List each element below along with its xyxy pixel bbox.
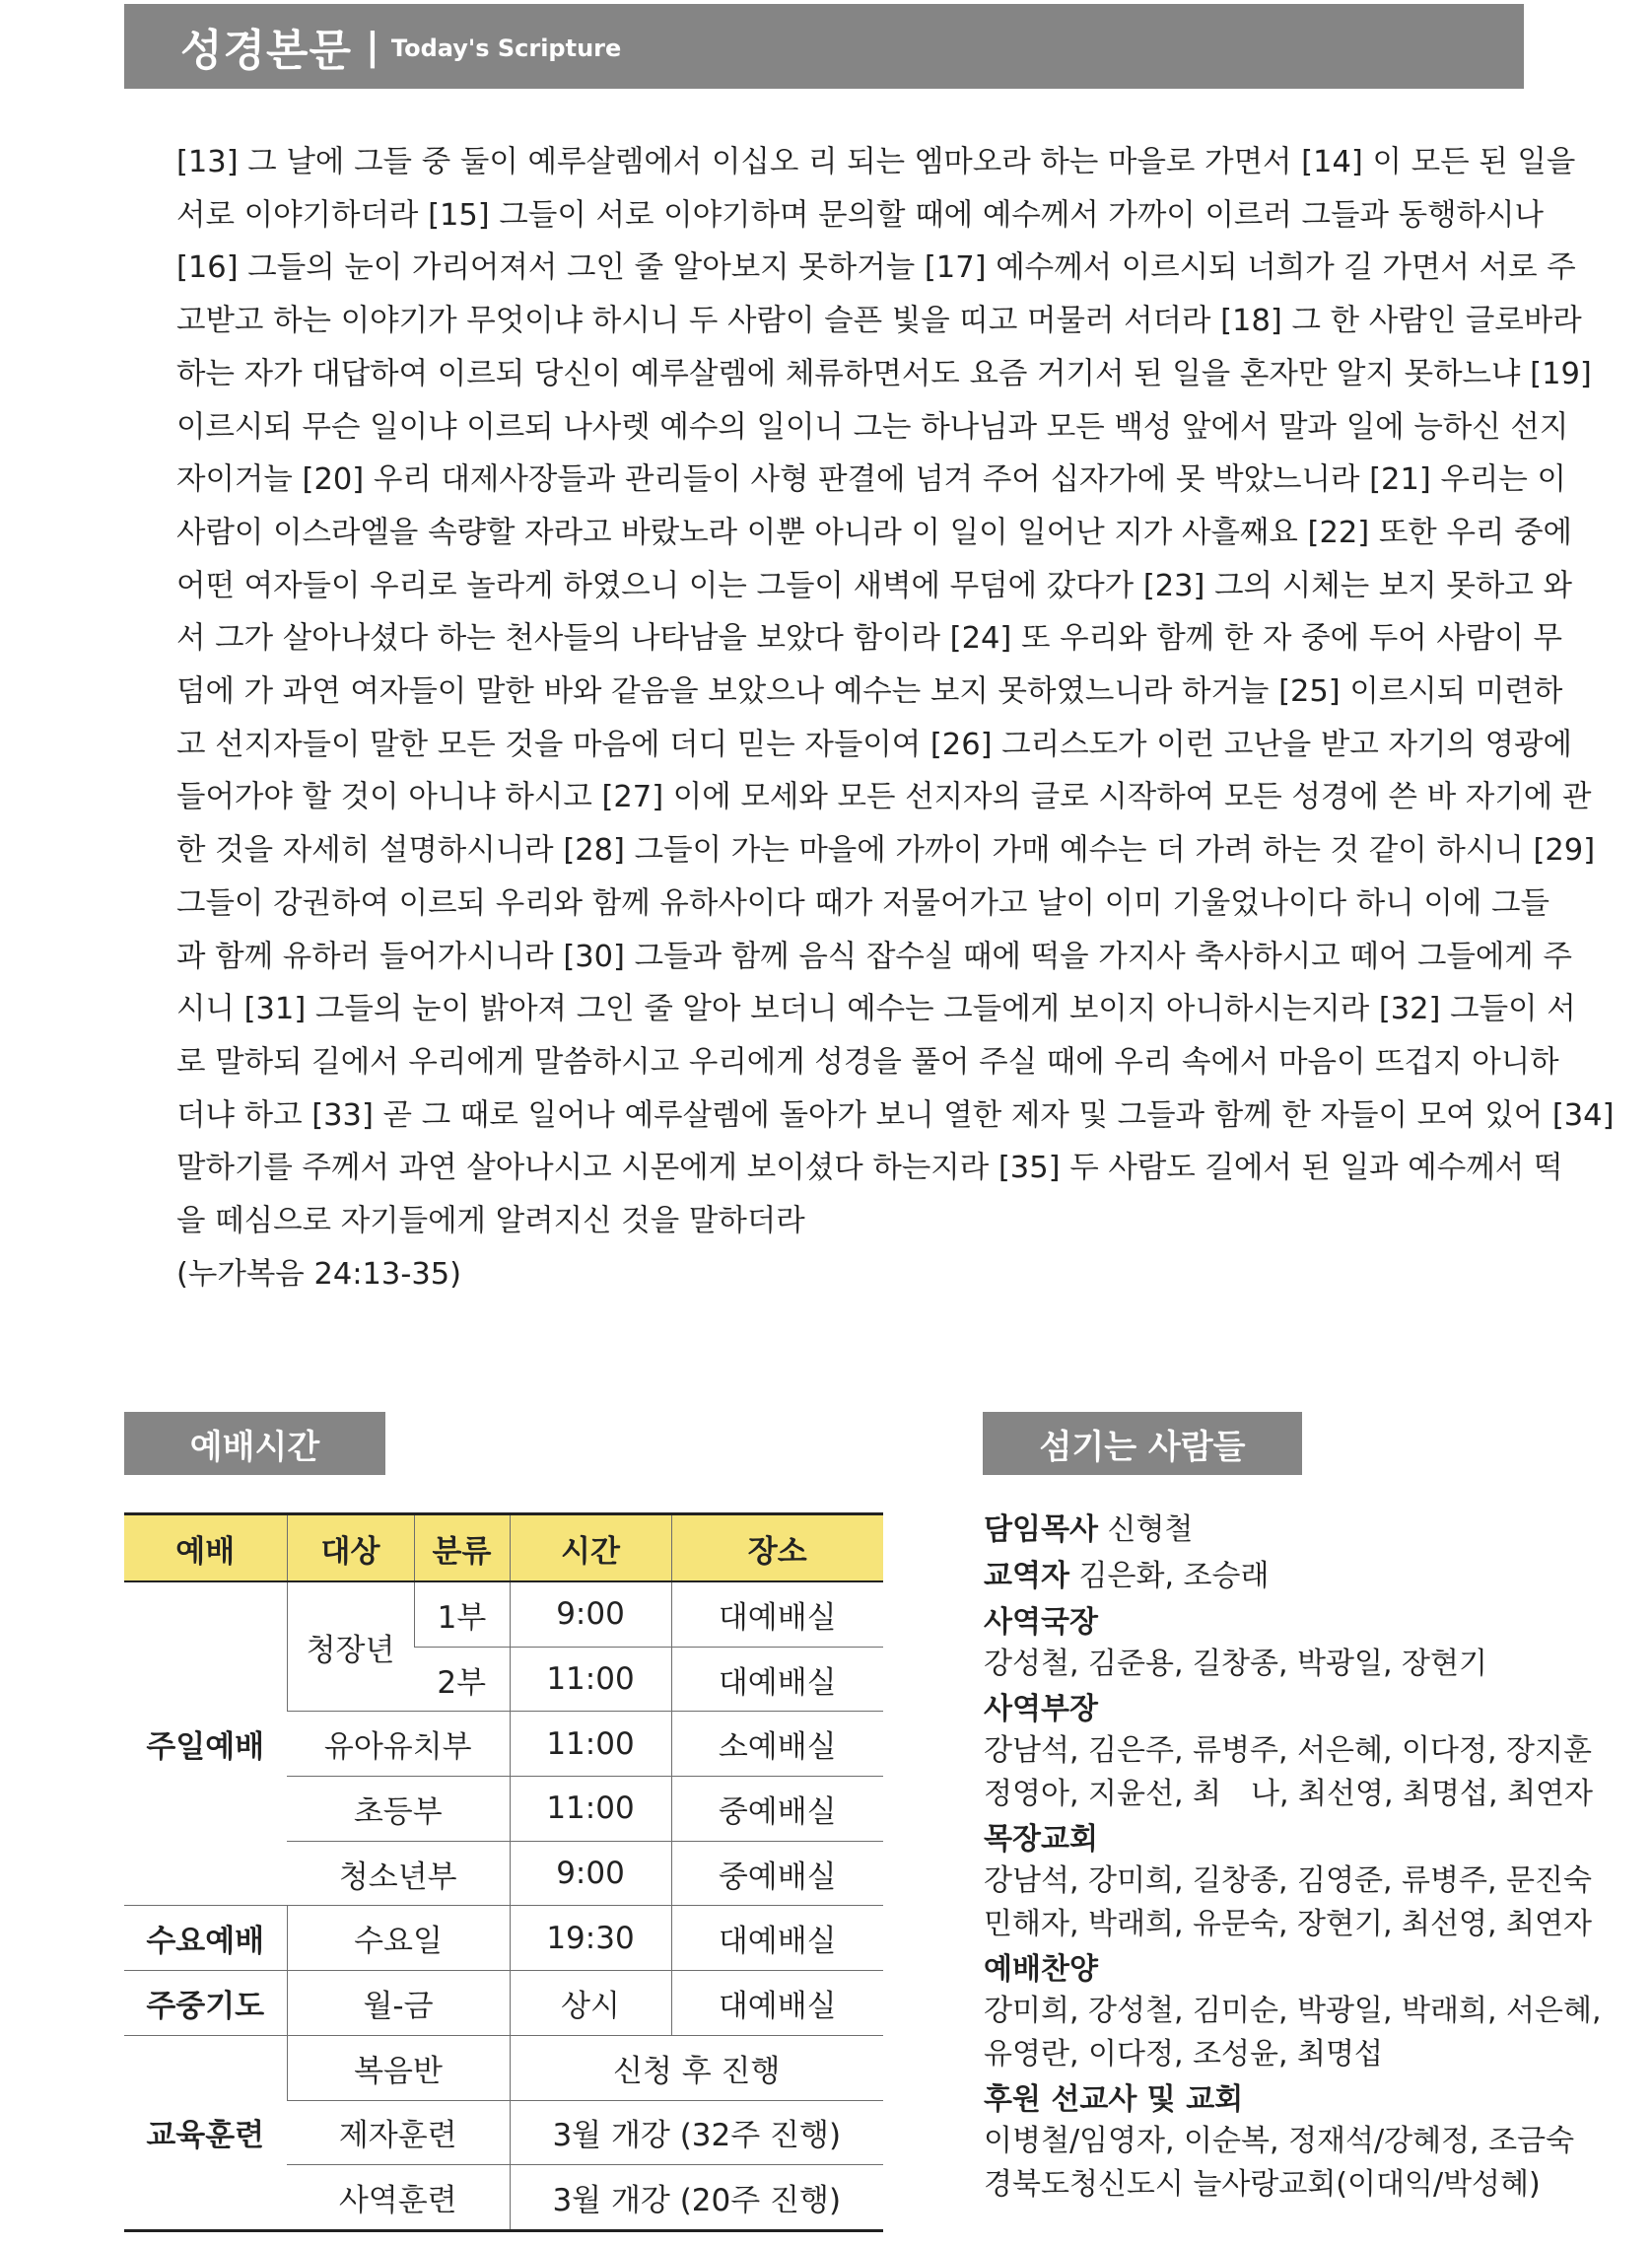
scripture-line: [16] 그들의 눈이 가리어져서 그인 줄 알아보지 못하거늘 [17] 예수께서 이르시되 너희가 길 가면서 서로 주 xyxy=(176,250,1576,286)
target-cell: 제자훈련 xyxy=(287,2100,510,2165)
role-label: 담임목사 xyxy=(984,1512,1098,1547)
scripture-text xyxy=(176,136,1615,1300)
scripture-line: 어떤 여자들이 우리로 놀라게 하였으니 이는 그들이 새벽에 무덤에 갔다가 [23] 그의 시체는 보지 못하고 와 xyxy=(176,568,1573,603)
scripture-reference: (누가복음 24:13-35) xyxy=(176,1256,462,1292)
scripture-line: 과 함께 유하러 들어가시니라 [30] 그들과 함께 음식 잡수실 때에 떡을 가지사 축사하시고 떼어 그들에게 주 xyxy=(176,939,1573,974)
place-cell: 중예배실 xyxy=(671,1777,883,1842)
servers-list xyxy=(984,1507,1602,2207)
scripture-line: 들어가야 할 것이 아니냐 하시고 [27] 이에 모세와 모든 선지자의 글로 시작하여 모든 성경에 쓴 바 자기에 관 xyxy=(176,780,1592,815)
scripture-line: 말하기를 주께서 과연 살아나시고 시몬에게 보이셨다 하는지라 [35] 두 사람도 길에서 된 일과 예수께서 떡 xyxy=(176,1151,1563,1186)
place-cell: 대예배실 xyxy=(671,1971,883,2036)
scripture-line: 서 그가 살아나셨다 하는 천사들의 나타남을 보았다 함이라 [24] 또 우리와 함께 한 자 중에 두어 사람이 무 xyxy=(176,621,1562,657)
division-cell: 2부 xyxy=(414,1647,510,1712)
role-label: 교역자 xyxy=(984,1559,1069,1593)
header-target: 대상 xyxy=(287,1514,414,1582)
header-time: 시간 xyxy=(510,1514,671,1582)
target-cell: 수요일 xyxy=(287,1906,510,1971)
category-wednesday: 수요예배 xyxy=(124,1906,287,1971)
names-text: 강남석, 김은주, 류병주, 서은혜, 이다정, 장지훈 xyxy=(984,1733,1593,1768)
names-text: 정영아, 지윤선, 최 나, 최선영, 최명섭, 최연자 xyxy=(984,1777,1594,1811)
scripture-line: 고 선지자들이 말한 모든 것을 마음에 더디 믿는 자들이여 [26] 그리스도가 이런 고난을 받고 자기의 영광에 xyxy=(176,727,1573,762)
time-cell: 19:30 xyxy=(510,1906,671,1971)
target-cell: 월-금 xyxy=(287,1971,510,2036)
schedule-cell: 3월 개강 (32주 진행) xyxy=(510,2100,883,2165)
scripture-line: 서로 이야기하더라 [15] 그들이 서로 이야기하며 문의할 때에 예수께서 가까이 이르러 그들과 동행하시나 xyxy=(176,197,1544,233)
cell-church-entry xyxy=(984,1820,1593,1946)
table-row xyxy=(124,1581,883,1647)
time-cell: 상시 xyxy=(510,1971,671,2036)
worship-times-label: 예배시간 xyxy=(124,1412,385,1475)
target-cell: 복음반 xyxy=(287,2035,510,2100)
scripture-line: 자이거늘 [20] 우리 대제사장들과 관리들이 사형 판결에 넘겨 주어 십자가에 못 박았느니라 [21] 우리는 이 xyxy=(176,462,1567,498)
category-intercession: 주중기도 xyxy=(124,1971,287,2036)
role-label: 사역국장 xyxy=(984,1605,1098,1640)
directors-entry xyxy=(984,1603,1536,1686)
header-service: 예배 xyxy=(124,1514,287,1582)
names-text: 강성철, 김준용, 길창종, 박광일, 장현기 xyxy=(984,1647,1487,1681)
target-cell: 청소년부 xyxy=(287,1841,510,1906)
scripture-line: 한 것을 자세히 설명하시니라 [28] 그들이 가는 마을에 가까이 가매 예수는 더 가려 하는 것 같이 하시니 [29] xyxy=(176,833,1596,869)
scripture-line: 을 떼심으로 자기들에게 알려지신 것을 말하더라 xyxy=(176,1204,805,1239)
header-division: 분류 xyxy=(414,1514,510,1582)
category-sunday: 주일예배 xyxy=(124,1581,287,1906)
worship-schedule-table xyxy=(124,1512,883,2232)
target-youth-adult: 청장년 xyxy=(287,1581,414,1712)
table-row xyxy=(124,2035,883,2100)
time-cell: 11:00 xyxy=(510,1777,671,1842)
schedule-cell: 3월 개강 (20주 진행) xyxy=(510,2165,883,2231)
scripture-line: 이르시되 무슨 일이냐 이르되 나사렛 예수의 일이니 그는 하나님과 모든 백성 앞에서 말과 일에 능하신 선지 xyxy=(176,409,1569,445)
role-label: 예배찬양 xyxy=(984,1952,1098,1987)
header-place: 장소 xyxy=(671,1514,883,1582)
missionaries-entry xyxy=(984,2080,1575,2207)
role-label: 사역부장 xyxy=(984,1692,1098,1726)
scripture-line: 더냐 하고 [33] 곧 그 때로 일어나 예루살렘에 돌아가 보니 열한 제자 및 그들과 함께 한 자들이 모여 있어 [34] xyxy=(176,1097,1615,1133)
names-text: 경북도청신도시 늘사랑교회(이대익/박성혜) xyxy=(984,2167,1541,2202)
time-cell: 9:00 xyxy=(510,1841,671,1906)
place-cell: 대예배실 xyxy=(671,1647,883,1712)
target-cell: 초등부 xyxy=(287,1777,510,1842)
table-row xyxy=(124,1971,883,2036)
scripture-line: 시니 [31] 그들의 눈이 밝아져 그인 줄 알아 보더니 예수는 그들에게 보이지 아니하시는지라 [32] 그들이 서 xyxy=(176,992,1576,1027)
place-cell: 중예배실 xyxy=(671,1841,883,1906)
category-training: 교육훈련 xyxy=(124,2035,287,2230)
names-text: 신형철 xyxy=(1107,1512,1194,1547)
role-label: 후원 선교사 및 교회 xyxy=(984,2082,1244,2117)
time-cell: 9:00 xyxy=(510,1581,671,1647)
scripture-line: 고받고 하는 이야기가 무엇이냐 하시니 두 사람이 슬픈 빛을 띠고 머물러 서더라 [18] 그 한 사람인 글로바라 xyxy=(176,304,1582,339)
target-cell: 사역훈련 xyxy=(287,2165,510,2231)
names-text: 민해자, 박래희, 유문숙, 장현기, 최선영, 최연자 xyxy=(984,1907,1593,1941)
place-cell: 대예배실 xyxy=(671,1906,883,1971)
role-label: 목장교회 xyxy=(984,1822,1098,1857)
names-text: 이병철/임영자, 이순복, 정재석/강혜정, 조금숙 xyxy=(984,2124,1575,2158)
servers-label: 섬기는 사람들 xyxy=(983,1412,1302,1475)
place-cell: 소예배실 xyxy=(671,1712,883,1777)
time-cell: 11:00 xyxy=(510,1647,671,1712)
schedule-cell: 신청 후 진행 xyxy=(510,2035,883,2100)
scripture-line: 로 말하되 길에서 우리에게 말씀하시고 우리에게 성경을 풀어 주실 때에 우리 속에서 마음이 뜨겁지 아니하 xyxy=(176,1044,1559,1080)
scripture-line: 사람이 이스라엘을 속량할 자라고 바랐노라 이뿐 아니라 이 일이 일어난 지가 사흘째요 [22] 또한 우리 중에 xyxy=(176,515,1573,550)
table-row xyxy=(124,1906,883,1971)
scripture-line: 덤에 가 과연 여자들이 말한 바와 같음을 보았으나 예수는 보지 못하였느니라 하거늘 [25] 이르시되 미련하 xyxy=(176,674,1563,710)
division-cell: 1부 xyxy=(414,1581,510,1647)
names-text: 강미희, 강성철, 김미순, 박광일, 박래희, 서은혜, xyxy=(984,1994,1602,2028)
scripture-line: [13] 그 날에 그들 중 둘이 예루살렘에서 이십오 리 되는 엠마오라 하는 마을로 가면서 [14] 이 모든 된 일을 xyxy=(176,145,1576,179)
vice-directors-entry xyxy=(984,1690,1594,1816)
title-separator: | xyxy=(366,25,379,68)
scripture-line: 하는 자가 대답하여 이르되 당신이 예루살렘에 체류하면서도 요즘 거기서 된 일을 혼자만 알지 못하느냐 [19] xyxy=(176,356,1592,391)
time-cell: 11:00 xyxy=(510,1712,671,1777)
senior-pastor-entry xyxy=(984,1507,1536,1553)
place-cell: 대예배실 xyxy=(671,1581,883,1647)
worship-praise-entry xyxy=(984,1950,1602,2076)
ministers-entry xyxy=(984,1553,1536,1599)
names-text: 강남석, 강미희, 길창종, 김영준, 류병주, 문진숙 xyxy=(984,1863,1593,1898)
names-text: 김은화, 조승래 xyxy=(1078,1559,1270,1593)
scripture-line: 그들이 강권하여 이르되 우리와 함께 유하사이다 때가 저물어가고 날이 이미 기울었나이다 하니 이에 그들 xyxy=(176,885,1549,921)
scripture-header xyxy=(124,4,1524,89)
names-text: 유영란, 이다정, 조성윤, 최명섭 xyxy=(984,2037,1383,2071)
scripture-subtitle: Today's Scripture xyxy=(390,35,622,62)
target-cell: 유아유치부 xyxy=(287,1712,510,1777)
scripture-title: 성경본문 xyxy=(180,26,353,76)
table-header-row xyxy=(124,1514,883,1582)
